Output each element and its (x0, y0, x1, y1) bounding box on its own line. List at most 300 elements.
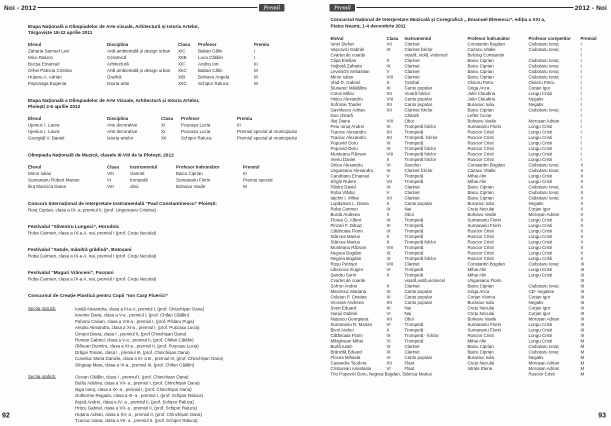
table-cell: Trompetă folclor (404, 239, 437, 245)
table-cell: I (580, 96, 582, 102)
table-cell: Ruscior Cristi (467, 140, 494, 146)
table-cell: Trompetă (404, 245, 424, 250)
table-cell: XII (386, 195, 392, 201)
table-cell: VIII (386, 74, 394, 80)
table-cell: VIII (107, 171, 114, 176)
table-cell: VI (386, 322, 391, 327)
table-cell: Clarinet folclor (404, 168, 433, 173)
table-cell: M (254, 74, 258, 80)
table-cell: III (580, 272, 585, 278)
table-cell: Baicu Ciprian (467, 283, 494, 289)
table-cell: Lungu Cristi (528, 140, 552, 146)
table-cell: Arte decorative (107, 129, 138, 134)
table-cell: Onica Alexandru (330, 162, 363, 168)
table-cell: Lungu Cristi (528, 245, 552, 250)
list-item: Bulău Adelina, clasa a VII- a , premiul I, (prof. Chinchișan Oana) (75, 380, 200, 386)
table-cell: Trompetă folclor (404, 256, 437, 261)
table-cell: Iliuț Diana (330, 118, 351, 124)
table-cell: I (580, 41, 582, 47)
pictura-list (75, 306, 223, 368)
table-cell: Flocea Mihaela (330, 355, 361, 360)
table-cell: trompetă (130, 177, 148, 183)
table-cell: Cazacu Vitalie (467, 47, 496, 52)
column-header: Profesor îndrumător (176, 164, 220, 170)
table-cell: X (386, 58, 390, 63)
table-cell: Lungu Cristi (528, 333, 552, 338)
table-cell: I (580, 107, 582, 113)
table-cell: VI (386, 267, 391, 272)
table-cell: I (580, 91, 582, 96)
table-cell: Nai (404, 305, 412, 311)
table-cell: Clarinet (404, 69, 420, 74)
table-cell: Moroșan Adrian (528, 118, 560, 124)
table-cell: Gavrilescu Adrian (330, 107, 365, 113)
table-cell: III (580, 267, 585, 272)
table-cell: M (254, 81, 258, 86)
awards-table-elenescu (331, 36, 608, 377)
table-cell: Ciubotaru Ionuț (528, 349, 559, 355)
table-cell: Cătănoaia Florin (330, 228, 363, 234)
table-cell: Crețu Neculai (467, 311, 495, 316)
table-cell: Trompetă (404, 234, 424, 239)
table-cell: Trompetă (404, 179, 424, 184)
table-cell: Sîrghi Ruben (330, 179, 357, 184)
table-cell: V (386, 190, 390, 195)
table-cell: Ruscior Cristi (467, 250, 494, 256)
table-cell: Trompetă folclor (404, 157, 437, 162)
table-cell: Ungureanu Florin (467, 278, 502, 283)
table-cell: Paponaga Eugenia (28, 81, 67, 86)
table-cell: Trompetă folclor (404, 151, 437, 157)
table-cell: Lungu Cristi (528, 129, 552, 135)
table-cell: Sumanariu Robert Marian (28, 177, 80, 183)
table-cell: Crăciun P. Cristina (330, 294, 367, 300)
table-cell: Clarinet (404, 58, 420, 63)
table-cell: Lungu Cristi (528, 146, 552, 151)
table-cell: VIII (386, 261, 394, 267)
table-cell: M (580, 360, 585, 366)
table-cell: Candrianu Emanuel (330, 173, 370, 179)
table-cell: M (580, 344, 585, 349)
table-cell: Ciubotaru Ionuț (528, 168, 559, 173)
table-cell: Oloieru Petru (528, 80, 555, 85)
table-cell: Vioară folclor (404, 91, 431, 96)
table-cell: Trompetă folclor (404, 146, 437, 151)
table-cell: Păstru David (330, 184, 356, 190)
table-cell: Flaut (404, 366, 415, 371)
table-cell: Canto popular (404, 300, 433, 305)
table-cell: III (580, 261, 585, 267)
table-cell: VI (386, 162, 391, 168)
table-cell: II (580, 217, 583, 223)
table-cell: Baicu Ciprian (467, 63, 494, 69)
page-number-right: 93 (598, 411, 606, 419)
table-cell: III (580, 294, 585, 300)
table-cell: XIIC (178, 68, 187, 73)
list-item: Ieremie Daria, clasa a V-a , premiul I, (prof. Chifan Cătălin) (75, 312, 190, 318)
table-cell: II (580, 190, 583, 195)
awards-table-targoviste (28, 42, 288, 88)
column-header: Elevul (28, 42, 42, 47)
table-cell: Canto popular (404, 201, 433, 206)
table-cell: Griga Anca (467, 289, 490, 294)
table-cell: Premiul special al municipiului (237, 135, 298, 141)
pictura-label: Secția pictură: (28, 306, 56, 311)
column-header: Disciplina (107, 116, 129, 121)
table-cell: III (580, 327, 585, 333)
table-cell: Nai (404, 206, 412, 212)
running-header-left (4, 3, 285, 12)
table-cell: Trompetă- folclor (404, 135, 438, 140)
table-cell: XII (386, 107, 392, 113)
column-header: Profesor (181, 116, 200, 121)
column-header: Elevul (28, 164, 42, 170)
table-cell: Moroșan Adrian (528, 360, 560, 366)
table-cell: Ruscior Cristi (528, 371, 555, 377)
table-cell: Oloioru Petru (467, 80, 494, 85)
table-cell: Hurjui Gabriel (330, 311, 358, 316)
section-festival-muguri (28, 270, 288, 282)
table-cell: I (580, 140, 582, 146)
table-cell: Burlă Iustin (330, 344, 353, 349)
table-cell: Roba Vlăduț (330, 190, 355, 195)
table-cell: Ruscior Cristi (467, 228, 494, 234)
list-item: Huțanu Adrian, clasa a XII- a , premiul II, (prof. Chinchișan Oana) (75, 411, 202, 417)
section-heading: Etapa Națională a Olimpiadelor de Arte Vizuale, Arhitectură și Istoria Artelor, (28, 98, 200, 104)
section-concurs-elenescu (331, 17, 608, 378)
table-cell: Clarinet (404, 184, 420, 190)
page-number-left: 92 (2, 411, 10, 419)
grafica-label: Secția grafică: (28, 374, 56, 380)
table-cell: III (237, 122, 241, 128)
table-cell: M (580, 338, 585, 344)
table-cell: I (580, 129, 582, 135)
table-cell: Belciug Constantin (467, 52, 505, 58)
table-cell: Clarinet (404, 261, 420, 267)
table-cell: Trompetă (404, 272, 424, 278)
table-cell: Constantin Bogdan (467, 41, 505, 47)
right-page-content (331, 17, 608, 378)
table-cell: II (580, 234, 583, 239)
column-header: Premiul (580, 36, 597, 41)
table-cell: Bolnavu Vasile (467, 212, 497, 217)
section-olimpiada-muzica (28, 153, 288, 191)
table-cell: Lungu Cristi (528, 157, 552, 162)
table-cell: Lungu Cristi (528, 250, 552, 256)
table-cell: Miron Iulian (28, 171, 52, 176)
table-cell: Cristurean Anastasia (330, 366, 372, 371)
list-item: Olărean Dumitru, clasa a XI-a , premiul II, (prof. Pușcașu Lucia) (75, 343, 199, 349)
table-cell: Constantin Bogdan (467, 162, 505, 168)
table-cell: VI (107, 177, 112, 183)
section-concurs-constantinescu (28, 201, 288, 213)
table-cell: XI (386, 85, 391, 91)
table-cell: V (386, 69, 390, 74)
table-cell: Corjan Igor (528, 305, 551, 311)
section-heading: Concursul de Creație Plastică pentru Copii “Ion Carp Fluerici” (28, 293, 168, 299)
table-cell: VIII (386, 118, 394, 124)
table-cell: IX (386, 256, 391, 261)
table-cell: I (580, 80, 582, 85)
table-cell: I (580, 113, 582, 118)
section-festival-lungoci (28, 224, 288, 236)
table-cell: Oboi (404, 212, 414, 217)
table-cell: VIII (386, 245, 394, 250)
table-cell: II (580, 173, 583, 179)
table-cell: Lungu Cristi (528, 272, 552, 278)
table-cell: Baicu Ciprian (467, 69, 494, 74)
table-cell: Duo chitară (330, 113, 353, 118)
table-cell: Vașcovici Gabriel (330, 47, 365, 52)
table-cell: VI (386, 355, 391, 360)
column-header: Profesor (198, 42, 217, 47)
table-cell: III (580, 316, 585, 322)
table-cell: Ciubotaru Ionuț (528, 162, 559, 168)
table-cell: Premiu special (243, 177, 273, 183)
table-cell: Sumanariu Florin (467, 322, 501, 327)
table-cell: Trompetă (404, 223, 424, 228)
table-cell: Lungu Cristi (528, 256, 552, 261)
table-cell: Mihai Alin (467, 173, 487, 179)
section-heading: Festivalul “Silvestru Lungoci”, Horodnic (28, 224, 120, 230)
table-cell: I (580, 63, 582, 69)
table-cell: Levinschi Sebastian (330, 69, 370, 74)
table-cell: Peiu Ionuț Andrei (330, 124, 365, 129)
table-cell: M (580, 349, 585, 355)
table-cell: Lungu Cristi (528, 239, 552, 245)
table-cell: XIB (178, 74, 186, 80)
table-cell: II (580, 168, 583, 173)
table-cell: Sumanariu Florin (467, 223, 501, 228)
section-heading-line2: Târgoviște 18-22 aprilie 2011 (28, 30, 93, 36)
table-cell: Micu Raluca (28, 55, 53, 60)
table-cell: Clarinet folclor (404, 107, 433, 113)
table-cell: Cazacu Vitalie (467, 168, 496, 173)
table-cell: I (254, 48, 256, 54)
list-item: Anțului Alexandra, clasa a XI-a , premiul I, (prof. Pușcașu Lucia) (75, 325, 200, 331)
table-cell: IX (386, 63, 391, 69)
table-cell: XI (386, 305, 391, 311)
table-cell: Trio Popovici Doru, Negrea Bogdan, Stârcea Marius (330, 371, 432, 377)
award-line: Roba Carmen, clasa a IX-a A, nai, premiul I (prof. Crețu Neculai) (28, 253, 157, 259)
table-cell: Lungu Cristi (528, 234, 552, 239)
table-cell: Lupăștean L. Diana (330, 201, 369, 206)
list-item: Gulherme Regado, clasa a III- a , premiul I, (prof. Schipor Raluca) (75, 393, 204, 399)
table-cell: Sumanariu Florin (467, 217, 501, 223)
table-cell: Șvert Eduard (330, 305, 357, 311)
table-cell: III (580, 311, 585, 316)
table-cell: VII (386, 41, 392, 47)
list-item: Roman Gabriel, clasa a V-a , premiul II, (prof. Chifan Cătălin) (75, 337, 194, 343)
table-cell: Iliuț Maricica Diana (28, 184, 67, 189)
table-cell: Florea G. Albert (330, 217, 362, 223)
award-line: Roba Carmen, clasa a IX-a A, nai, premiul I (prof. Crețu Neculai) (28, 230, 157, 236)
section-heading-line2: Ploiești 2-6 aprilie 2012 (28, 104, 81, 110)
left-page-content (28, 24, 298, 424)
section-olimpiada-arte-2011 (28, 24, 288, 87)
table-cell: Ruscior Cristi (467, 146, 494, 151)
table-cell: Negativ (528, 355, 544, 360)
table-cell: IX (386, 333, 391, 338)
table-cell: Buraciuc Iulia (467, 300, 494, 305)
table-cell: Ceramică (107, 55, 127, 60)
table-cell: Trompetă (404, 322, 424, 327)
table-cell: Cotos Mihai (330, 91, 354, 96)
table-cell: I (580, 124, 582, 129)
table-cell: Julei Claudina (467, 96, 496, 102)
table-cell: III (580, 289, 585, 294)
table-cell: Ciubotaru Ionuț (528, 41, 559, 47)
table-cell: Corjan Viorica (467, 294, 496, 300)
table-cell: Stârcea Marius (330, 234, 361, 239)
table-cell: I (580, 157, 582, 162)
table-cell: Grafică (107, 74, 122, 80)
table-cell: Trompetă (404, 228, 424, 234)
table-cell: Ungureanu Alexandru (330, 168, 374, 173)
table-cell: XII (386, 300, 392, 305)
column-header: Premiul (243, 164, 260, 170)
column-header: Profesor corepetitor (528, 36, 571, 41)
table-cell: Lungu Cristi (528, 151, 552, 157)
table-cell: Griga Anca (467, 85, 490, 91)
table-cell: Premiul special al municipiului (237, 129, 298, 134)
table-cell: II (580, 250, 583, 256)
table-cell: II (580, 179, 583, 184)
table-cell: Clarinet folclor (404, 47, 433, 52)
table-cell: Munteanu Răzvan (330, 245, 367, 250)
table-cell: I (580, 58, 582, 63)
table-cell (405, 372, 468, 378)
section-heading: Etapa Națională a Olimpiadelor de Arte vizuale, Arhitectură și Istoria Artelor, (28, 24, 200, 30)
table-cell: Iațchiv I. Mihai (330, 195, 359, 201)
table-cell: Corjan Igor (528, 206, 551, 212)
table-cell: Mărginean Mihai (330, 338, 364, 344)
table-cell: Georgiță V. Daniel (28, 135, 65, 141)
table-cell: Lungu Cristi (528, 322, 552, 327)
table-cell: Clarinet (404, 283, 420, 289)
table-cell: VI (386, 338, 391, 344)
table-cell: III (580, 322, 585, 327)
table-cell: Ciubotaru Ionuț (528, 63, 559, 69)
table-cell: XII (386, 360, 392, 366)
table-cell: Buraciuc Iulia (467, 201, 494, 206)
table-cell: Buraciuc Iulia (467, 102, 494, 107)
table-cell: Trompetă (404, 327, 424, 333)
table-cell: Flaut (404, 360, 415, 366)
table-cell: I (580, 85, 582, 91)
column-header: Clasa (107, 164, 120, 170)
table-cell: Negativ (528, 96, 544, 102)
column-header: Elevul (330, 36, 344, 41)
table-cell: Libenciuc Eugen (330, 267, 364, 272)
table-cell: Sofron Andrei (330, 283, 358, 289)
table-cell: Huțanu A. Adrian (28, 74, 62, 80)
table-cell: Negrea Bogdan (330, 250, 362, 256)
table-cell: Andriu Ion (198, 61, 219, 67)
table-cell: XII (386, 135, 392, 140)
table-cell: Saxofon (404, 162, 421, 168)
table-cell: Baban Călin (198, 48, 223, 54)
table-cell: Clarinet (404, 41, 420, 47)
table-cell: IX (386, 344, 391, 349)
table-cell: oboi (130, 184, 139, 189)
table-cell: Clarinet (404, 190, 420, 195)
table-cell: Vicovan Andreea (330, 300, 364, 305)
table-cell: II (580, 223, 583, 228)
table-cell: III (243, 171, 247, 176)
table-cell: Trompetă (404, 173, 424, 179)
table-cell: X (386, 80, 390, 85)
table-cell: Mihai Alin (467, 267, 487, 272)
list-item: Pahomi Casian, clasa a VIII-a , premiul I, (prof. Pîslaru Puga) (75, 318, 195, 324)
table-cell: IX (386, 217, 391, 223)
table-cell: VIII (386, 151, 394, 157)
table-cell: Artă ambientală și design urban (107, 48, 171, 54)
table-cell: Miron Iulian (330, 74, 354, 80)
list-item: Sîngeap Mara, clasa a VI-a , premiul III, (prof. Chifan Cătălin) (75, 362, 195, 368)
table-cell: Canto popular (404, 294, 433, 300)
table-cell: III (580, 300, 585, 305)
table-cell: I (580, 47, 582, 52)
table-cell: Baicu Ciprian (176, 171, 203, 176)
awards-table-muzica (28, 164, 288, 190)
table-cell: Lungu Cristi (528, 267, 552, 272)
table-cell: Corjan Igor (528, 311, 551, 316)
table-cell: Lungu Cristi (528, 338, 552, 344)
award-line: Roba Carmen, clasa a IX-a A, nai, premiul I (prof. Crețu Neculai) (28, 276, 157, 282)
section-heading-line2: Piatra Neamț, 1-4 decembrie 2011 (330, 23, 406, 29)
table-cell: M (254, 68, 258, 73)
table-cell: VI (386, 366, 391, 371)
column-header: Premiu (237, 116, 253, 121)
table-cell: II (580, 245, 583, 250)
column-header: Profesor îndrumător (467, 36, 511, 41)
table-cell: Vieriu Daniel (330, 157, 356, 162)
table-cell: IX (386, 349, 391, 355)
list-item: Niga Ionuț, clasa a IX- a , premiul I, (prof. Chinchișan Oana) (75, 386, 192, 392)
column-header: Premiu (254, 42, 270, 47)
table-cell: Canto popular (404, 85, 433, 91)
table-cell: III (580, 333, 585, 338)
section-olimpiada-arte-2012 (28, 98, 298, 142)
table-cell: IX (386, 140, 391, 146)
section-heading: Concursul Național de Interpretare Muzicală și Coregrafică „ Emanuel Elenescu”, ediția a XXI a, (330, 17, 546, 23)
table-cell: Pușcașu Lucia (181, 129, 211, 134)
page-right (306, 0, 611, 426)
table-cell: Trompetă (404, 267, 424, 272)
table-cell: Schipor Raluca (181, 135, 212, 141)
table-cell: I (580, 69, 582, 74)
table-cell: Mihai Alin (467, 272, 487, 278)
table-cell: Ruscior Cristi (467, 151, 494, 157)
table-cell: II (580, 195, 583, 201)
table-cell: Popovici Doru (330, 140, 358, 146)
table-cell: I (580, 135, 582, 140)
table-cell: vioară, violă, violoncel (404, 52, 448, 58)
grafica-block (28, 374, 288, 424)
table-cell: X (386, 272, 390, 278)
table-cell: Moroșan Adrian (528, 366, 560, 371)
table-cell: XIIB (178, 55, 187, 60)
table-cell: Lungu Cristi (528, 327, 552, 333)
table-cell: Luca Cătălin (198, 55, 224, 60)
list-item: Cimpoi Diana, clasa I , premiul II, (prof Chinchișan Oana) (75, 331, 187, 337)
table-cell: Ciubotaru Ionuț (528, 190, 559, 195)
table-cell: Artă ambientală și design urban (107, 68, 171, 73)
table-cell: M (580, 366, 585, 371)
table-cell: Slusarec Mădălina (330, 85, 367, 91)
table-cell: Tcaciuc Alexandru (330, 135, 366, 140)
